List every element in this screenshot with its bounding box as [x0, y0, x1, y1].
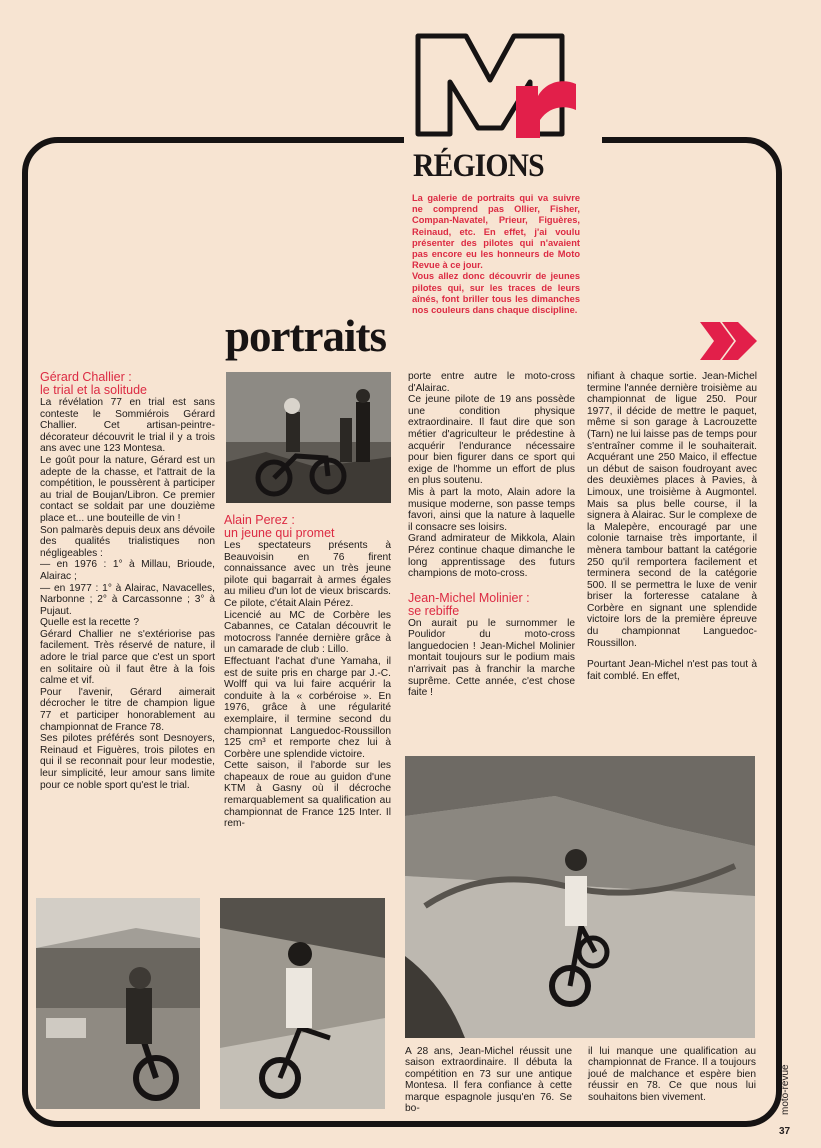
caption-left	[405, 1046, 572, 1114]
molinier-subheading: se rebiffe	[408, 603, 460, 618]
intro-paragraph: Vous allez donc découvrir de jeunes pilotes qui, sur les traces de leurs aînés, font briller tous les dimanches nos couleurs dans chaque discipline.	[412, 271, 580, 316]
magazine-name: moto-revue	[780, 1064, 791, 1115]
paragraph: porte entre autre le moto-cross d'Alairac.	[408, 371, 575, 394]
paragraph: Ses pilotes préférés sont Desnoyers, Reinaud et Figuères, trois pilotes en qui il se reconnait pour leur modestie, leur simplicité, leur amour sans limite pour ce noble sport qu'est le trial.	[40, 733, 215, 791]
article-perez-continued	[408, 371, 575, 699]
paragraph: Le goût pour la nature, Gérard est un adepte de la chasse, et l'attrait de la compétition, le poussèrent à participer au trial de Boujan/Libron. Ce premier contact se soldait par une douzième place et... une bouteille de vin !	[40, 454, 215, 524]
paragraph: Effectuant l'achat d'une Yamaha, il est de suite pris en charge par J.-C. Wolff qui va lui faire acquérir la conduite à la « corbéroise ». En 1976, grâce à une régularité exemplaire, il termine second du championnat Languedoc-Roussillon 125 cm³ et remporte chez lui à Corbère une splendide victoire.	[224, 655, 391, 760]
photo-challier	[226, 372, 391, 503]
intro-paragraph: La galerie de portraits qui va suivre ne comprend pas Ollier, Fisher, Compan-Navatel, Prieur, Figuères, Reinaud, etc. En effet, j'ai voulu présenter des pilotes qui n'avaient pas encore eu les honneurs de Moto Revue à ce jour.	[412, 193, 580, 271]
caption-text: A 28 ans, Jean-Michel réussit une saison extraordinaire. Il débuta la compétition en 73 sur une antique Montesa. Il fera confiance à cette marque espagnole jusqu'en 76. Se bo-	[405, 1046, 572, 1115]
paragraph: Les spectateurs présents à Beauvoisin en 76 firent connaissance avec un très jeune pilote qui bagarrait à armes égales au milieu d'un lot de vieux briscards. Ce pilote, c'était Alain Pérez.	[224, 540, 391, 609]
photo-perez-motocross	[220, 898, 385, 1109]
paragraph: Grand admirateur de Mikkola, Alain Pérez continue chaque dimanche le long apprentissage des futurs champions de moto-cross.	[408, 533, 575, 580]
caption-text: il lui manque une qualification au championnat de France. Il a toujours joué de malchance et espère bien réussir en 78. Ce que nous lui souhaitons bien vivement.	[588, 1046, 756, 1103]
article-perez	[224, 514, 391, 830]
paragraph: Cette saison, il l'aborde sur les chapeaux de roue au guidon d'une KTM à Gasny où il décroche remarquablement sa qualification au championnat de France 125 Inter. Il rem-	[224, 760, 391, 830]
paragraph: Mis à part la moto, Alain adore la musique moderne, son passe temps favori, ainsi que la nature à laquelle il consacre ses loisirs.	[408, 486, 575, 533]
perez-heading: Alain Perez :	[224, 513, 295, 527]
paragraph: Gérard Challier ne s'extériorise pas facilement. Très réservé de nature, il adore le trial parce que c'est un sport en solitaire où il faut être à la fois calme et vif.	[40, 628, 215, 687]
paragraph: — en 1977 : 1° à Alairac, Navacelles, Narbonne ; 2° à Carcassonne ; 3° à Pujaut.	[40, 582, 215, 617]
paragraph: On aurait pu le surnommer le Poulidor du moto-cross languedocien ! Jean-Michel Molinier montait toujours sur le podium mais n'arrivait pas à franchir la marche suprême. Cette année, c'est chose faite !	[408, 617, 575, 699]
article-challier	[40, 371, 215, 791]
paragraph: nifiant à chaque sortie. Jean-Michel termine l'année dernière troisième au championnat de ligue 250. Pour 1977, il décide de mettre le paquet, même si son garage à Lacrouzette (Tarn) ne lui laisse pas de temps pour s'entraîner comme il le souhaiterait. Acquérant une 250 Maico, il effectue un début de saison foudroyant avec des deuxièmes places à Pavies, à Limoux, une troisième à Augmontel. Mais sa plus belle course, il la signera à Alairac. Sur le complexe de la Malepère, encouragé par une colonie tarnaise très importante, il mènera tambour battant la catégorie 250 qu'il remportera facilement et terminera second de la catégorie 500. Il se permettra le luxe de venir briser la forteresse catalane à Corbère en signant une splendide victoire lors de la première épreuve du championnat Languedoc-Roussillon.	[587, 371, 757, 649]
mr-logo	[412, 30, 582, 142]
perez-subheading: un jeune qui promet	[224, 526, 335, 540]
paragraph: Pourtant Jean-Michel n'est pas tout à fait comblé. En effet,	[587, 659, 757, 682]
paragraph: Quelle est la recette ?	[40, 617, 140, 629]
photo-trial-bottom-left	[36, 898, 200, 1109]
paragraph: — en 1976 : 1° à Millau, Brioude, Alairac ;	[40, 559, 215, 582]
portraits-title: portraits	[225, 311, 386, 361]
challier-heading: Gérard Challier :	[40, 370, 132, 384]
challier-subheading: le trial et la solitude	[40, 383, 148, 397]
intro-text	[412, 193, 580, 316]
page-number: 37	[779, 1126, 791, 1137]
paragraph: La révélation 77 en trial est sans conteste le Sommiérois Gérard Challier. Cet artisan-peintre-décorateur découvrit le trial il y a trois ans avec une 123 Montesa.	[40, 397, 215, 455]
caption-right	[588, 1046, 756, 1103]
section-title: RÉGIONS	[413, 148, 544, 184]
article-molinier	[587, 371, 757, 682]
paragraph: Ce jeune pilote de 19 ans possède une condition physique extraordinaire. Il faut dire que son métier d'agriculteur le prédestine à acquérir l'endurance nécessaire pour bien figurer dans ce sport qui exige de l'homme un effort de plus en plus soutenu.	[408, 394, 575, 487]
photo-molinier	[405, 756, 755, 1038]
paragraph: Son palmarès depuis deux ans dévoile des qualités trialistiques non négligeables :	[40, 524, 215, 559]
molinier-heading: Jean-Michel Molinier :	[408, 590, 530, 605]
paragraph: Licencié au MC de Corbère les Cabannes, ce Catalan découvrit le motocross l'année dernière grâce à un camarade de club : Lillo.	[224, 609, 391, 656]
continue-arrow-icon	[700, 322, 757, 360]
paragraph: Pour l'avenir, Gérard aimerait décrocher le titre de champion ligue 77 et participer honorablement au championnat de France 78.	[40, 686, 215, 733]
